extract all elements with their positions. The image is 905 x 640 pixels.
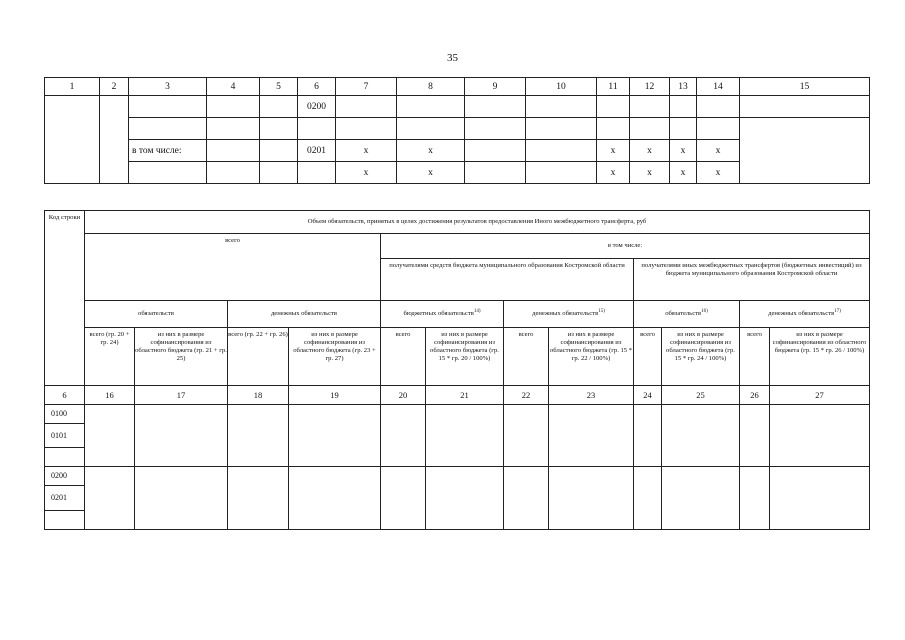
top-colnum: 7 <box>336 78 397 96</box>
top-cell-col8 <box>397 96 465 118</box>
top-cell-col12 <box>630 118 670 140</box>
row-code: 0101 <box>45 424 85 448</box>
data-cell <box>85 467 135 530</box>
top-cell-code <box>298 118 336 140</box>
subheader-col26: всего <box>740 328 770 386</box>
data-cell <box>634 405 662 467</box>
data-cell <box>770 467 870 530</box>
top-colnum: 14 <box>697 78 740 96</box>
recipients-other-header: получателями иных межбюджетных трансфертов (бюджетных инвестиций) из бюджета муниципального образования Костромской области <box>634 259 870 301</box>
monetary-obligations-other-header <box>740 301 870 328</box>
top-cell-col15-merged <box>740 118 870 184</box>
top-cell-col4 <box>207 118 260 140</box>
data-cell <box>770 405 870 467</box>
top-cell-col11: x <box>597 140 630 162</box>
colnum: 17 <box>135 386 228 405</box>
top-colnum: 12 <box>630 78 670 96</box>
budget-obligations-header <box>381 301 504 328</box>
data-cell <box>228 467 289 530</box>
colnum: 16 <box>85 386 135 405</box>
page-number: 35 <box>447 52 458 64</box>
monetary-obligations-label: денежных обязательств <box>532 310 599 318</box>
obligations-table <box>44 210 870 530</box>
top-colnum: 4 <box>207 78 260 96</box>
top-cell-col1 <box>45 96 100 184</box>
colnum: 21 <box>426 386 504 405</box>
subheader-col23: из них в размере софинансирования из областного бюджета (гр. 15 * гр. 22 / 100%) <box>549 328 634 386</box>
top-cell-col7: x <box>336 162 397 184</box>
obligations-header: обязательств <box>85 301 228 328</box>
table-row <box>45 405 870 424</box>
top-cell-col9 <box>465 96 526 118</box>
colnum: 20 <box>381 386 426 405</box>
top-cell-col14 <box>697 118 740 140</box>
top-colnum: 10 <box>526 78 597 96</box>
top-cell-col13: x <box>670 162 697 184</box>
data-cell <box>135 467 228 530</box>
footnote-14: 14) <box>473 309 481 315</box>
header-row-2 <box>45 234 870 259</box>
row-code <box>45 448 85 467</box>
top-colnum: 15 <box>740 78 870 96</box>
top-cell-col2 <box>100 96 129 184</box>
colnum: 19 <box>289 386 381 405</box>
row-code: 0200 <box>45 467 85 486</box>
top-colnum: 9 <box>465 78 526 96</box>
top-cell-col7 <box>336 96 397 118</box>
budget-obligations-label: бюджетных обязательств <box>403 310 474 318</box>
data-cell <box>289 405 381 467</box>
top-colnum: 2 <box>100 78 129 96</box>
top-cell-code: 0200 <box>298 96 336 118</box>
table-row <box>45 96 870 118</box>
header-row-1 <box>45 211 870 234</box>
top-colnum: 5 <box>260 78 298 96</box>
top-cell-col3 <box>129 96 207 118</box>
data-cell <box>662 405 740 467</box>
footnote-15: 15) <box>598 309 605 315</box>
top-cell-col9 <box>465 162 526 184</box>
top-cell-col15 <box>740 96 870 118</box>
data-cell <box>381 405 426 467</box>
row-code: 0201 <box>45 486 85 511</box>
monetary-obligations-label: денежных обязательств <box>768 310 835 318</box>
top-cell-col7: x <box>336 140 397 162</box>
top-colnum: 3 <box>129 78 207 96</box>
table-row <box>45 118 870 140</box>
top-cell-col8 <box>397 118 465 140</box>
subheader-col25: из них в размере софинансирования из областного бюджета (гр. 15 * гр. 24 / 100%) <box>662 328 740 386</box>
header-row-5 <box>45 328 870 386</box>
top-cell-col13 <box>670 96 697 118</box>
data-cell <box>504 405 549 467</box>
top-cell-col5 <box>260 118 298 140</box>
top-cell-col3: в том числе: <box>129 140 207 162</box>
top-continuation-table <box>44 77 870 184</box>
subheader-col17: из них в размере софинансирования из областного бюджета (гр. 21 + гр. 25) <box>135 328 228 386</box>
obligations-label: обязательств <box>665 310 702 318</box>
including-header: в том числе: <box>381 234 870 259</box>
top-cell-col11: x <box>597 162 630 184</box>
top-cell-col5 <box>260 140 298 162</box>
top-cell-col4 <box>207 162 260 184</box>
top-colnum: 11 <box>597 78 630 96</box>
subheader-col22: всего <box>504 328 549 386</box>
row-code <box>45 511 85 530</box>
data-cell <box>85 405 135 467</box>
subheader-col27: из них в размере софинансирования из областного бюджета (гр. 15 * гр. 26 / 100%) <box>770 328 870 386</box>
colnum: 26 <box>740 386 770 405</box>
monetary-obligations-municipal-header <box>504 301 634 328</box>
top-column-numbers-row <box>45 78 870 96</box>
data-cell <box>289 467 381 530</box>
data-cell <box>662 467 740 530</box>
code-header: Код строки <box>45 211 85 386</box>
top-cell-col14: x <box>697 162 740 184</box>
colnum: 18 <box>228 386 289 405</box>
top-cell-col10 <box>526 162 597 184</box>
top-colnum: 8 <box>397 78 465 96</box>
obligations-other-header <box>634 301 740 328</box>
top-cell-col14 <box>697 96 740 118</box>
top-cell-col10 <box>526 140 597 162</box>
top-cell-col10 <box>526 96 597 118</box>
top-cell-col9 <box>465 140 526 162</box>
footnote-16: 16) <box>701 309 708 315</box>
subheader-col21: из них в размере софинансирования из областного бюджета (гр. 15 * гр. 20 / 100%) <box>426 328 504 386</box>
top-cell-col9 <box>465 118 526 140</box>
top-cell-col11 <box>597 96 630 118</box>
top-cell-col13 <box>670 118 697 140</box>
top-cell-col5 <box>260 162 298 184</box>
top-cell-col12: x <box>630 140 670 162</box>
top-cell-code: 0201 <box>298 140 336 162</box>
top-cell-col4 <box>207 140 260 162</box>
colnum: 25 <box>662 386 740 405</box>
data-cell <box>426 467 504 530</box>
subheader-col19: из них в размере софинансирования из областного бюджета (гр. 23 + гр. 27) <box>289 328 381 386</box>
top-cell-col4 <box>207 96 260 118</box>
monetary-obligations-header: денежных обязательств <box>228 301 381 328</box>
data-cell <box>228 405 289 467</box>
row-code: 0100 <box>45 405 85 424</box>
column-numbers-row <box>45 386 870 405</box>
main-header: Объем обязательств, принятых в целях достижения результатов предоставления Иного межбюджетного трансферта, руб <box>85 211 870 234</box>
data-cell <box>549 405 634 467</box>
top-cell-col12 <box>630 96 670 118</box>
footnote-17: 17) <box>834 309 841 315</box>
top-cell-col8: x <box>397 140 465 162</box>
top-cell-code <box>298 162 336 184</box>
top-colnum: 13 <box>670 78 697 96</box>
subheader-col18: всего (гр. 22 + гр. 26) <box>228 328 289 386</box>
subheader-col16: всего (гр. 20 + гр. 24) <box>85 328 135 386</box>
data-cell <box>740 405 770 467</box>
colnum: 24 <box>634 386 662 405</box>
data-cell <box>740 467 770 530</box>
recipients-municipal-header: получателями средств бюджета муниципального образования Костромской области <box>381 259 634 301</box>
data-cell <box>135 405 228 467</box>
subheader-col24: всего <box>634 328 662 386</box>
colnum: 27 <box>770 386 870 405</box>
top-colnum: 6 <box>298 78 336 96</box>
top-cell-col7 <box>336 118 397 140</box>
data-cell <box>426 405 504 467</box>
top-cell-col5 <box>260 96 298 118</box>
top-cell-col10 <box>526 118 597 140</box>
top-colnum: 1 <box>45 78 100 96</box>
header-row-4 <box>45 301 870 328</box>
top-cell-col12: x <box>630 162 670 184</box>
colnum: 6 <box>45 386 85 405</box>
top-cell-col8: x <box>397 162 465 184</box>
colnum: 22 <box>504 386 549 405</box>
subheader-col20: всего <box>381 328 426 386</box>
colnum: 23 <box>549 386 634 405</box>
top-cell-col3 <box>129 162 207 184</box>
data-cell <box>634 467 662 530</box>
data-cell <box>381 467 426 530</box>
table-row <box>45 467 870 486</box>
data-cell <box>504 467 549 530</box>
top-cell-col3 <box>129 118 207 140</box>
total-header: всего <box>85 234 381 301</box>
top-cell-col13: x <box>670 140 697 162</box>
top-cell-col11 <box>597 118 630 140</box>
data-cell <box>549 467 634 530</box>
top-cell-col14: x <box>697 140 740 162</box>
